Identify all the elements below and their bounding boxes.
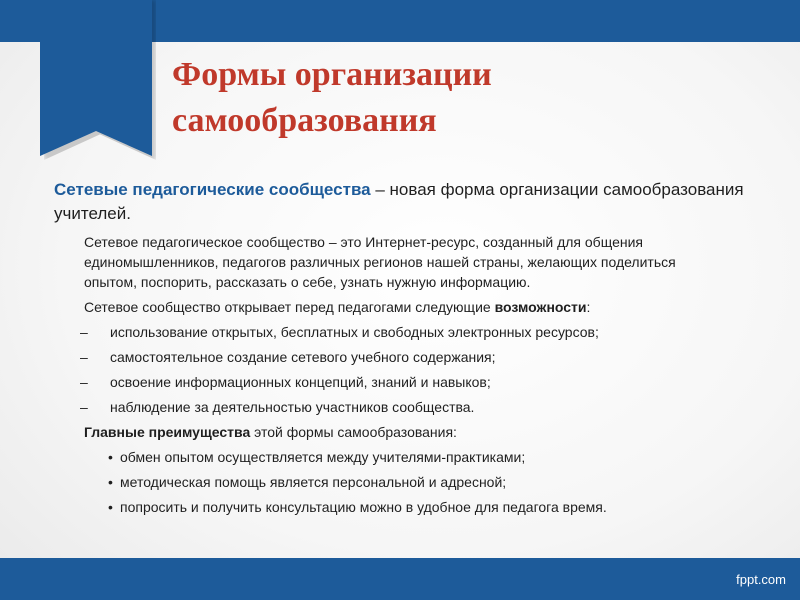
dash-marker: – [80,324,88,340]
list-item-text: использование открытых, бесплатных и свободных электронных ресурсов; [110,324,599,340]
definition-paragraph: Сетевое педагогическое сообщество – это Интернет-ресурс, созданный для общения единомышленников, педагогов различных регионов нашей страны, желающих поделиться опытом, поспорить, рассказать о себе, узнать нужную информацию. [84,234,676,290]
lead-rest: – новая форма организации самообразования учителей. [54,180,744,223]
advantages-bold: Главные преимущества [84,424,251,440]
dash-marker: – [80,374,88,390]
list-item-text: самостоятельное создание сетевого учебного содержания; [110,349,496,365]
list-item-text: методическая помощь является персональной и адресной; [120,474,507,490]
dash-marker: – [80,349,88,365]
slide-content [54,178,774,522]
lead-paragraph [54,178,774,226]
advantages-list [54,447,774,517]
list-item [54,497,774,517]
bullet-marker: • [108,499,113,515]
opportunities-intro-text: Сетевое сообщество открывает перед педагогами следующие [84,299,495,315]
dash-marker: – [80,399,88,415]
opportunities-colon: : [586,299,591,315]
bullet-marker: • [108,449,113,465]
advantages-intro [84,422,724,442]
list-item [54,322,774,342]
opportunities-intro [84,297,724,317]
list-item [54,372,774,392]
list-item-text: обмен опытом осуществляется между учителями-практиками; [120,449,526,465]
list-item-text: освоение информационных концепций, знаний и навыков; [110,374,491,390]
list-item [54,397,774,417]
list-item-text: наблюдение за деятельностью участников сообщества. [110,399,475,415]
advantages-rest: этой формы самообразования: [250,424,457,440]
list-item-text: попросить и получить консультацию можно в удобное для педагога время. [120,499,607,515]
lead-term: Сетевые педагогические сообщества [54,180,371,199]
bullet-marker: • [108,474,113,490]
bottom-band [0,558,800,600]
title-line-1: Формы организации [172,56,492,93]
opportunities-list [54,322,774,417]
list-item [54,472,774,492]
list-item [54,347,774,367]
slide-title [172,52,772,144]
list-item [54,447,774,467]
footer-watermark: fppt.com [736,572,786,587]
title-line-2: самообразования [172,102,437,139]
opportunities-bold: возможности [494,299,587,315]
